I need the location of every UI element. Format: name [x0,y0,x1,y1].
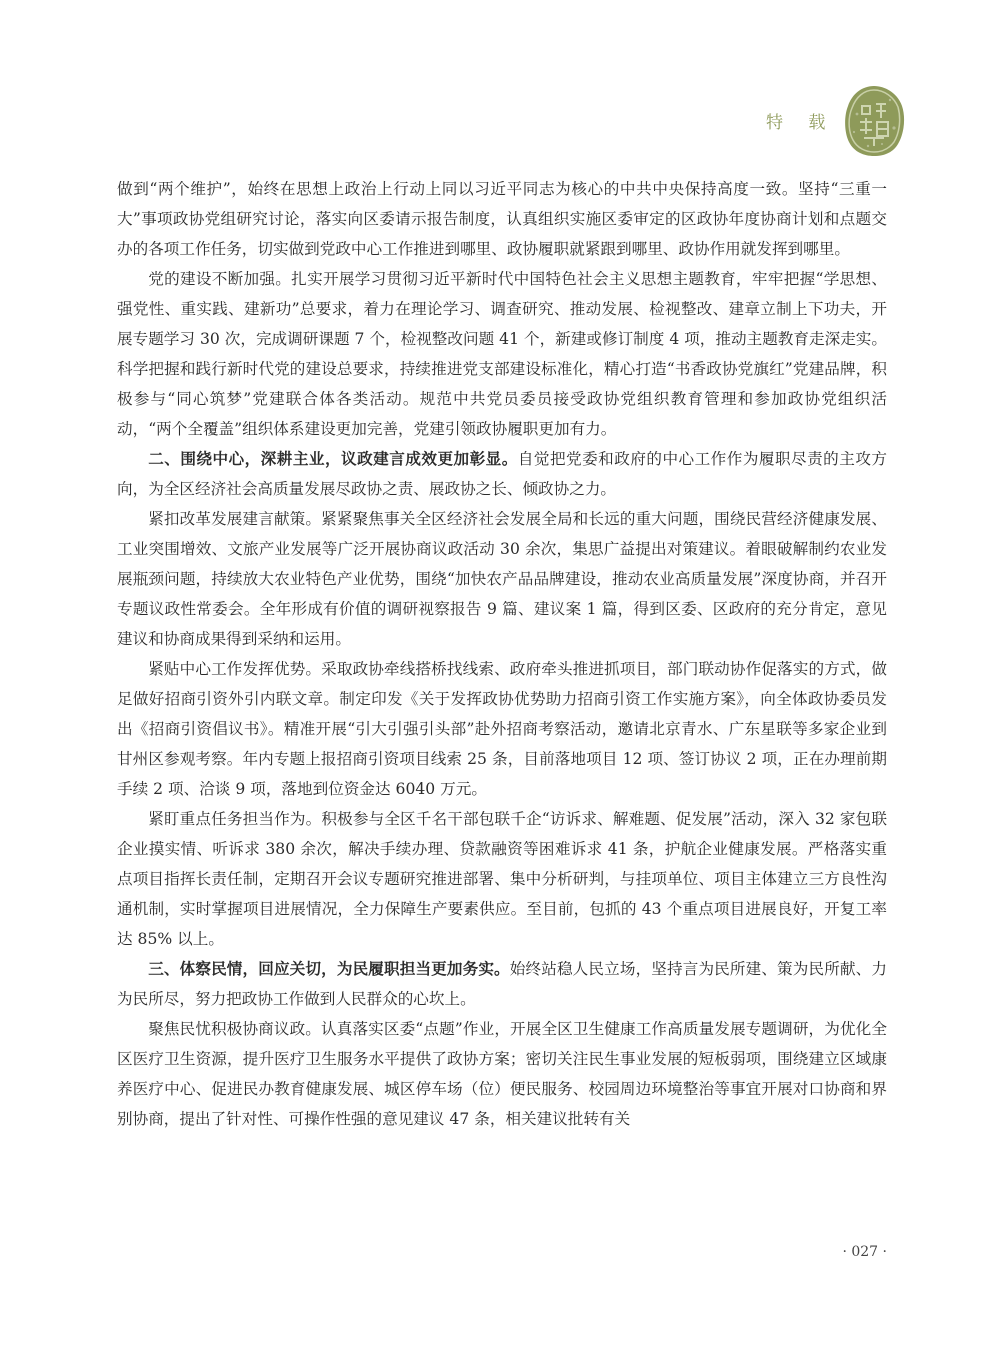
paragraph [117,654,887,804]
paragraph-text: 紧扣改革发展建言献策。紧紧聚焦事关全区经济社会发展全局和长远的重大问题，围绕民营经济健康发展、工业突围增效、文旅产业发展等广泛开展协商议政活动 30 余次，集思广益提出对策建议。着眼破解制约农业发展瓶颈问题，持续放大农业特色产业优势，围绕“加快农产品品牌建设，推动农业高质量发展”深度协商，并召开专题议政性常委会。全年形成有价值的调研视察报告 9 篇、建议案 1 篇，得到区委、区政府的充分肯定，意见建议和协商成果得到采纳和运用。 [117,510,887,648]
paragraph [117,174,887,264]
article-body [117,174,887,1134]
paragraph-text: 自觉把党委和政府的中心工作作为履职尽责的主攻方向，为全区经济社会高质量发展尽政协之责、展政协之长、倾政协之力。 [117,450,887,498]
paragraph-text: 紧盯重点任务担当作为。积极参与全区千名干部包联千企“访诉求、解难题、促发展”活动，深入 32 家包联企业摸实情、听诉求 380 余次，解决手续办理、贷款融资等困难诉求 41 条，护航企业健康发展。严格落实重点项目指挥长责任制，定期召开会议专题研究推进部署、集中分析研判，与挂项单位、项目主体建立三方良性沟通机制，实时掌握项目进展情况，全力保障生产要素供应。至目前，包抓的 43 个重点项目进展良好，开复工率达 85% 以上。 [117,810,887,948]
green-seal-stamp-icon [842,84,906,158]
paragraph [117,264,887,444]
paragraph-text: 做到“两个维护”，始终在思想上政治上行动上同以习近平同志为核心的中共中央保持高度一致。坚持“三重一大”事项政协党组研究讨论，落实向区委请示报告制度，认真组织实施区委审定的区政协年度协商计划和点题交办的各项工作任务，切实做到党政中心工作推进到哪里、政协履职就紧跟到哪里、政协作用就发挥到哪里。 [117,180,887,258]
paragraph [117,1014,887,1134]
section-label: 特 载 [766,113,836,133]
paragraph-text: 紧贴中心工作发挥优势。采取政协牵线搭桥找线索、政府牵头推进抓项目，部门联动协作促落实的方式，做足做好招商引资外引内联文章。制定印发《关于发挥政协优势助力招商引资工作实施方案》，向全体政协委员发出《招商引资倡议书》。精准开展“引大引强引头部”赴外招商考察活动，邀请北京青水、广东星联等多家企业到甘州区参观考察。年内专题上报招商引资项目线索 25 条，目前落地项目 12 项、签订协议 2 项，正在办理前期手续 2 项、洽谈 9 项，落地到位资金达 6040 万元。 [117,660,887,798]
paragraph [117,444,887,504]
paragraph [117,504,887,654]
paragraph-text: 党的建设不断加强。扎实开展学习贯彻习近平新时代中国特色社会主义思想主题教育，牢牢把握“学思想、强党性、重实践、建新功”总要求，着力在理论学习、调查研究、推动发展、检视整改、建章立制上下功夫，开展专题学习 30 次，完成调研课题 7 个，检视整改问题 41 个，新建或修订制度 4 项，推动主题教育走深走实。科学把握和践行新时代党的建设总要求，持续推进党支部建设标准化，精心打造“书香政协党旗红”党建品牌，积极参与“同心筑梦”党建联合体各类活动。规范中共党员委员接受政协党组织教育管理和参加政协党组织活动，“两个全覆盖”组织体系建设更加完善，党建引领政协履职更加有力。 [117,270,887,438]
page-number: · 027 · [842,1244,887,1260]
paragraph-text: 始终站稳人民立场，坚持言为民所建、策为民所献、力为民所尽，努力把政协工作做到人民群众的心坎上。 [117,960,887,1008]
section-heading: 三、体察民情，回应关切，为民履职担当更加务实。 [148,960,510,978]
paragraph [117,954,887,1014]
paragraph-text: 聚焦民忧积极协商议政。认真落实区委“点题”作业，开展全区卫生健康工作高质量发展专题调研，为优化全区医疗卫生资源，提升医疗卫生服务水平提供了政协方案；密切关注民生事业发展的短板弱项，围绕建立区域康养医疗中心、促进民办教育健康发展、城区停车场（位）便民服务、校园周边环境整治等事宜开展对口协商和界别协商，提出了针对性、可操作性强的意见建议 47 条，相关建议批转有关 [117,1020,887,1128]
paragraph [117,804,887,954]
section-heading: 二、围绕中心，深耕主业，议政建言成效更加彰显。 [148,450,518,468]
